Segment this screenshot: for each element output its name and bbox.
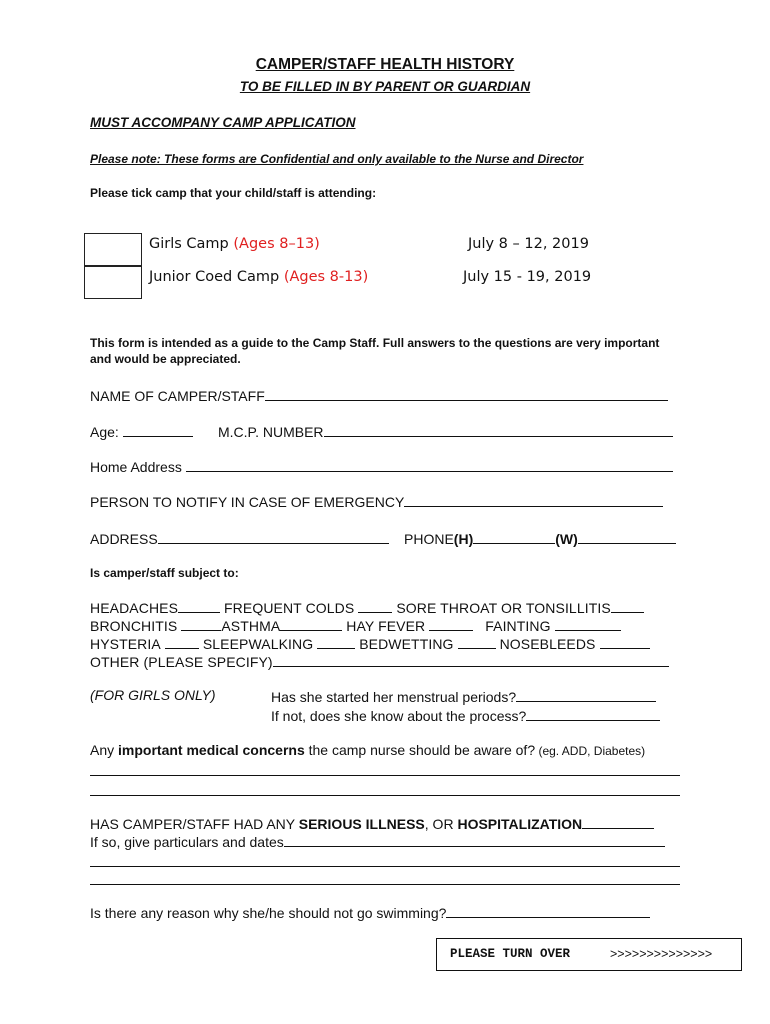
- address-row: [90, 529, 389, 547]
- conditions-row-2: [90, 616, 621, 634]
- headaches-label: HEADACHES: [90, 600, 179, 616]
- particulars-input-line[interactable]: [284, 832, 665, 847]
- phone-home-input-line[interactable]: [473, 529, 555, 544]
- form-title: CAMPER/STAFF HEALTH HISTORY: [255, 56, 515, 73]
- girls-only-label: (FOR GIRLS ONLY): [90, 687, 216, 703]
- hysteria-label: HYSTERIA: [90, 636, 161, 652]
- address-label: ADDRESS: [90, 531, 158, 547]
- mcp-field-row: [218, 422, 673, 440]
- medical-concerns-line-1[interactable]: [90, 775, 680, 776]
- swimming-input-line[interactable]: [446, 903, 650, 918]
- emergency-contact-label: PERSON TO NOTIFY IN CASE OF EMERGENCY: [90, 494, 405, 510]
- fainting-input-line[interactable]: [555, 616, 621, 631]
- confidential-notice: Please note: These forms are Confidential and only available to the Nurse and Director: [90, 152, 584, 166]
- conditions-row-1: [90, 598, 644, 616]
- menstrual-question: Has she started her menstrual periods?: [271, 689, 517, 705]
- junior-coed-camp-checkbox[interactable]: [84, 266, 142, 299]
- intro-text: This form is intended as a guide to the Camp Staff. Full answers to the questions are very important and would be appreciated.: [90, 336, 660, 366]
- age-input-line[interactable]: [123, 422, 193, 437]
- illness-question: HAS CAMPER/STAFF HAD ANY SERIOUS ILLNESS, OR HOSPITALIZATION: [90, 816, 583, 832]
- bedwetting-label: BEDWETTING: [359, 636, 454, 652]
- particulars-row: [90, 832, 665, 850]
- phone-row: [404, 529, 676, 547]
- home-address-row: [90, 457, 673, 475]
- process-question: If not, does she know about the process?: [271, 708, 527, 724]
- mcp-label: M.C.P. NUMBER: [218, 424, 324, 440]
- girls-camp-label: Girls Camp (Ages 8–13): [149, 236, 320, 252]
- junior-coed-camp-dates: July 15 - 19, 2019: [463, 269, 592, 285]
- sleepwalking-label: SLEEPWALKING: [202, 636, 314, 652]
- bedwetting-input-line[interactable]: [458, 634, 496, 649]
- name-input-line[interactable]: [265, 386, 668, 401]
- phone-label: PHONE: [404, 531, 454, 547]
- emergency-contact-row: [90, 492, 663, 510]
- asthma-input-line[interactable]: [280, 616, 342, 631]
- fainting-label: FAINTING: [485, 618, 551, 634]
- process-question-row: [271, 706, 660, 724]
- age-label: Age:: [90, 424, 119, 440]
- phone-home-label: (H): [453, 531, 474, 547]
- illness-question-row: [90, 814, 654, 832]
- please-turn-over-box: [436, 938, 742, 971]
- sore-throat-label: SORE THROAT OR TONSILLITIS: [396, 600, 611, 616]
- conditions-row-3: [90, 634, 650, 652]
- asthma-label: ASTHMA: [221, 618, 281, 634]
- girls-camp-dates: July 8 – 12, 2019: [468, 236, 589, 252]
- hay-fever-label: HAY FEVER: [346, 618, 426, 634]
- particulars-label: If so, give particulars and dates: [90, 834, 284, 850]
- junior-coed-camp-label: Junior Coed Camp (Ages 8-13): [149, 269, 369, 285]
- nosebleeds-input-line[interactable]: [600, 634, 650, 649]
- mcp-input-line[interactable]: [324, 422, 673, 437]
- home-address-input-line[interactable]: [186, 457, 673, 472]
- bronchitis-label: BRONCHITIS: [90, 618, 178, 634]
- must-accompany-notice: MUST ACCOMPANY CAMP APPLICATION: [90, 115, 356, 130]
- particulars-line-2[interactable]: [90, 866, 680, 867]
- swimming-question-row: [90, 903, 650, 921]
- frequent-colds-label: FREQUENT COLDS: [224, 600, 355, 616]
- headaches-input-line[interactable]: [178, 598, 220, 613]
- hay-fever-input-line[interactable]: [429, 616, 473, 631]
- please-turn-over-text: PLEASE TURN OVER: [450, 947, 571, 961]
- age-field-row: [90, 422, 193, 440]
- turn-over-arrows: >>>>>>>>>>>>>>: [610, 947, 713, 961]
- phone-work-label: (W): [555, 531, 578, 547]
- frequent-colds-input-line[interactable]: [358, 598, 392, 613]
- name-field-row: [90, 386, 668, 404]
- girls-camp-checkbox[interactable]: [84, 233, 142, 266]
- hysteria-input-line[interactable]: [165, 634, 199, 649]
- menstrual-question-row: [271, 687, 656, 705]
- sore-throat-input-line[interactable]: [611, 598, 644, 613]
- other-input-line[interactable]: [273, 652, 669, 667]
- menstrual-input-line[interactable]: [516, 687, 656, 702]
- illness-input-line[interactable]: [582, 814, 654, 829]
- medical-concerns-line-2[interactable]: [90, 795, 680, 796]
- girls-camp-ages: (Ages 8–13): [233, 236, 320, 252]
- process-input-line[interactable]: [526, 706, 660, 721]
- other-row: [90, 652, 669, 670]
- particulars-line-3[interactable]: [90, 884, 680, 885]
- junior-coed-camp-ages: (Ages 8-13): [283, 269, 369, 285]
- address-input-line[interactable]: [158, 529, 389, 544]
- tick-camp-instruction: Please tick camp that your child/staff is attending:: [90, 186, 377, 200]
- subject-to-heading: Is camper/staff subject to:: [90, 566, 239, 580]
- nosebleeds-label: NOSEBLEEDS: [499, 636, 596, 652]
- swimming-question: Is there any reason why she/he should not go swimming?: [90, 905, 447, 921]
- medical-concerns-question: Any important medical concerns the camp nurse should be aware of? (eg. ADD, Diabetes): [90, 742, 646, 758]
- form-subtitle: TO BE FILLED IN BY PARENT OR GUARDIAN: [239, 79, 531, 94]
- sleepwalking-input-line[interactable]: [317, 634, 355, 649]
- phone-work-input-line[interactable]: [578, 529, 676, 544]
- emergency-contact-input-line[interactable]: [404, 492, 663, 507]
- other-label: OTHER (PLEASE SPECIFY): [90, 654, 273, 670]
- home-address-label: Home Address: [90, 459, 182, 475]
- bronchitis-input-line[interactable]: [181, 616, 221, 631]
- name-label: NAME OF CAMPER/STAFF: [90, 388, 265, 404]
